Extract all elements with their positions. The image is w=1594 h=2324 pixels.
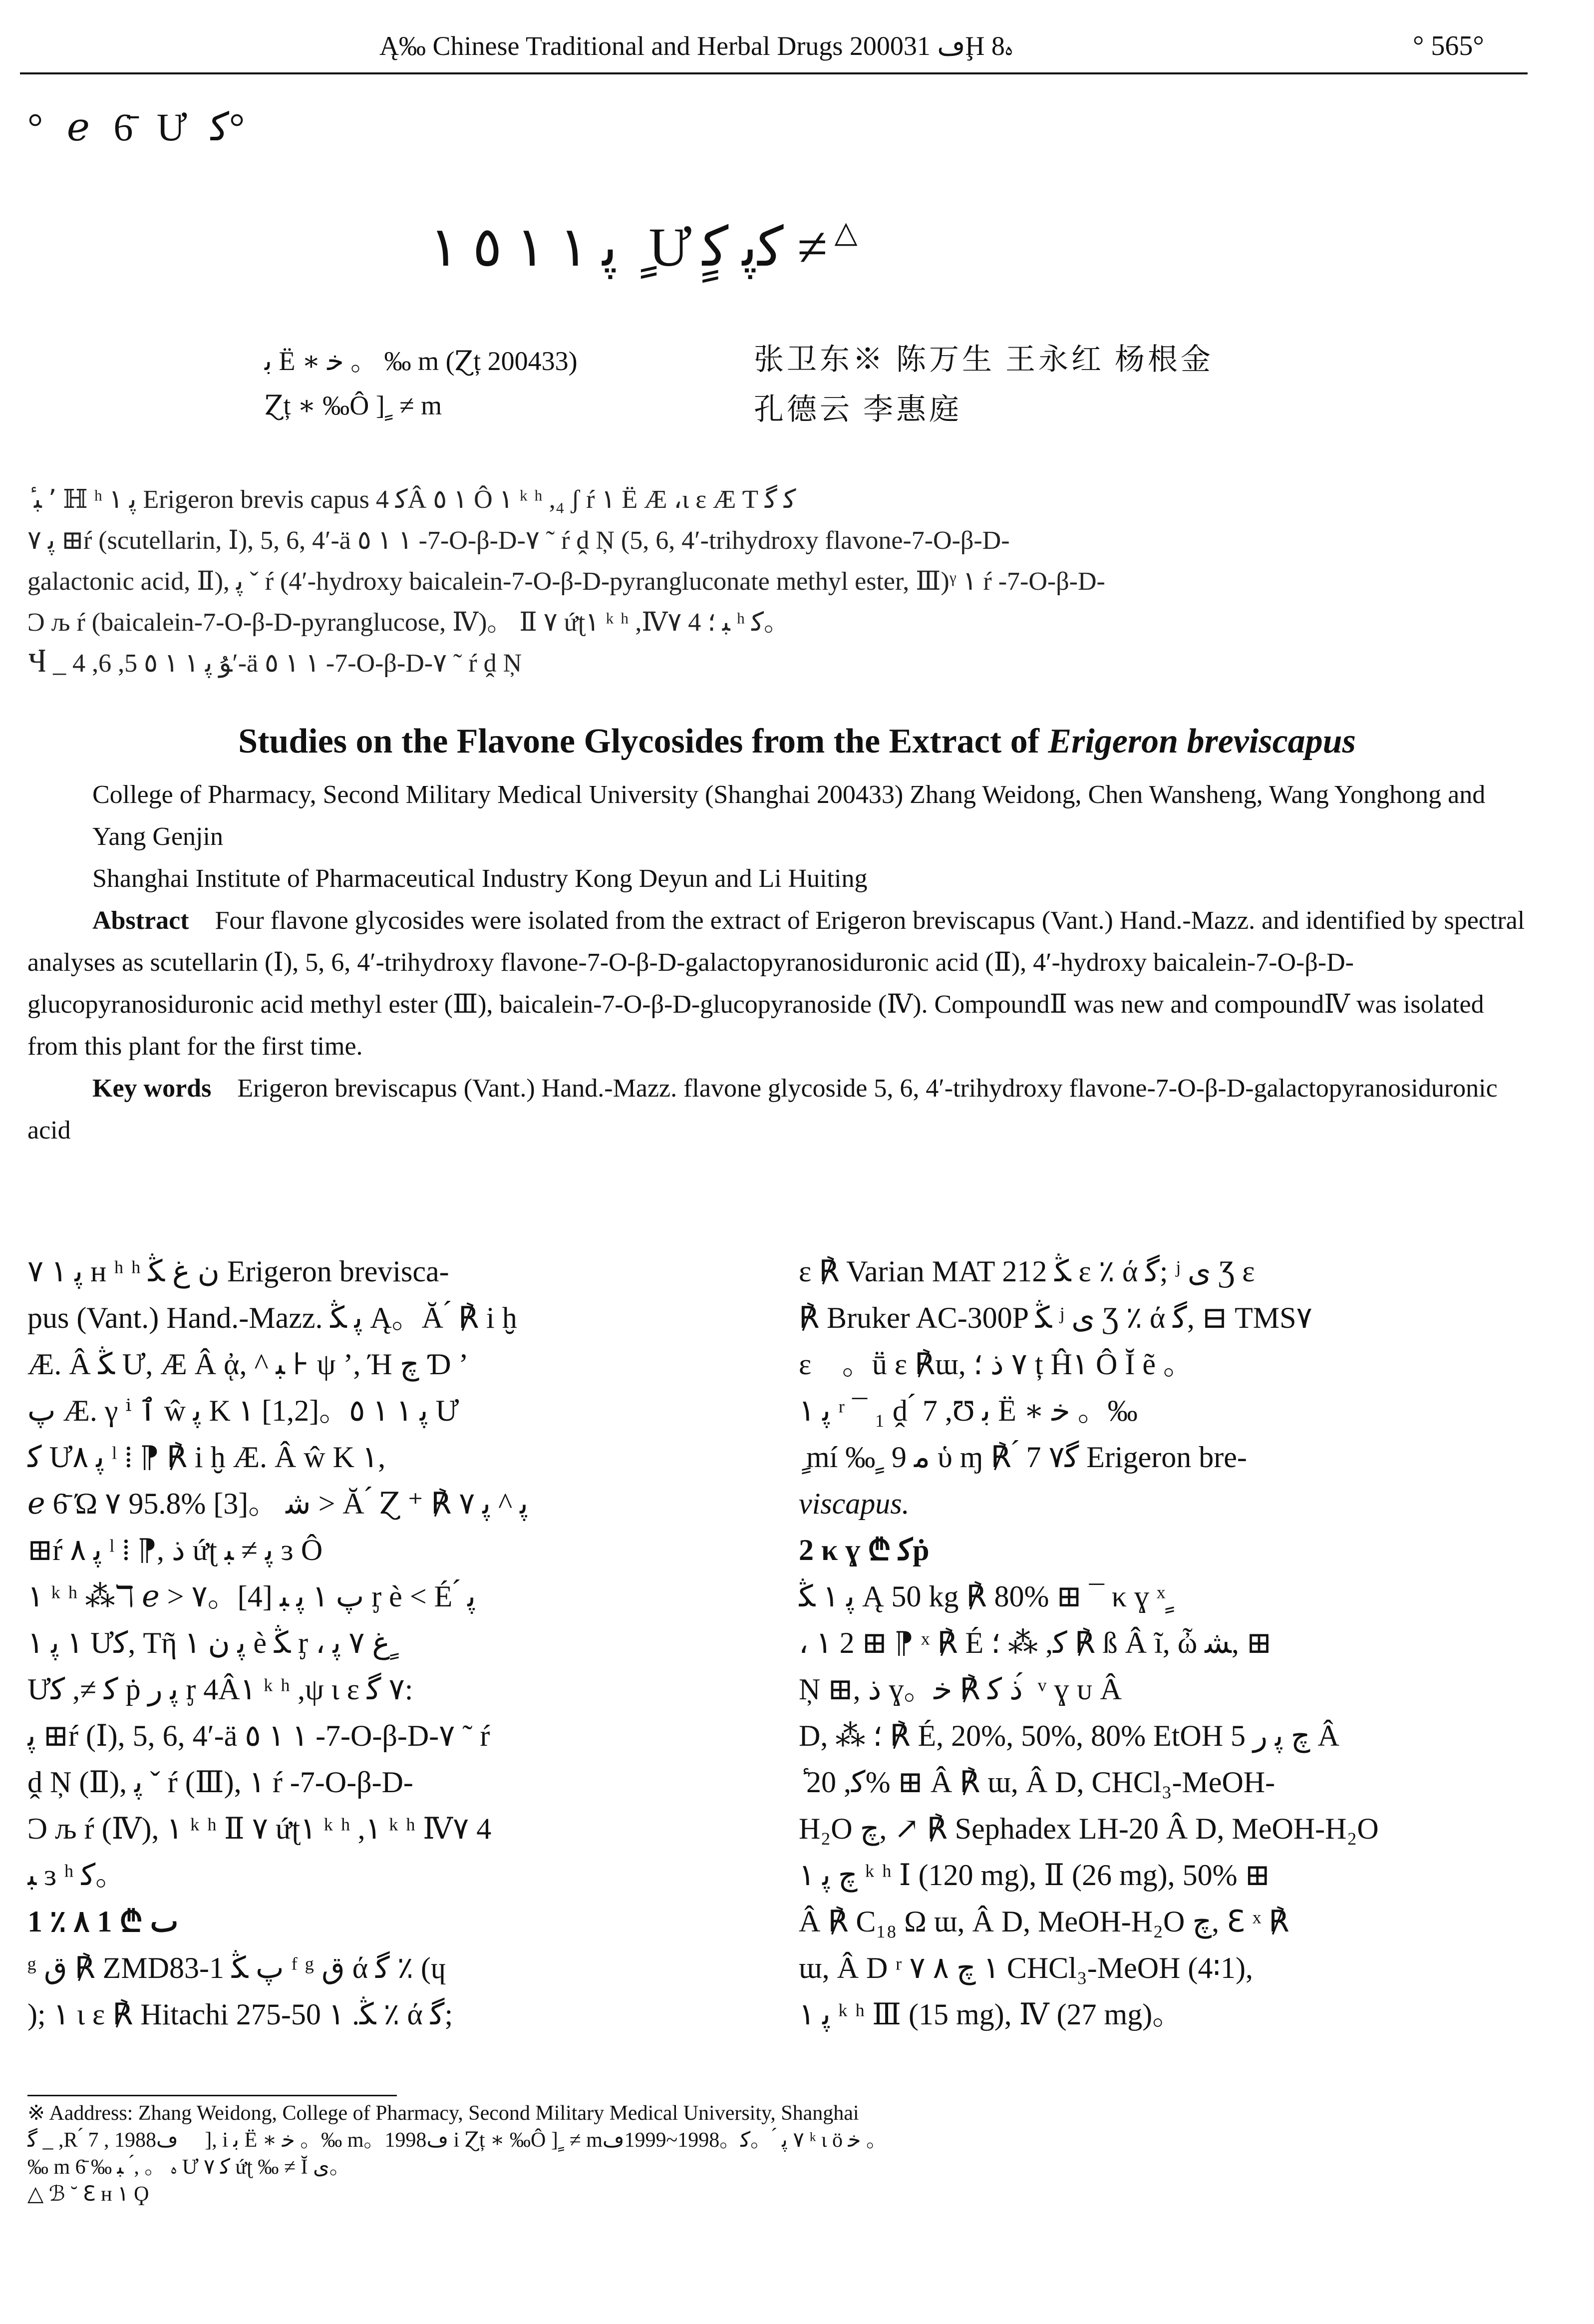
funding-mark: △ (834, 216, 858, 249)
header-rule (20, 72, 1528, 74)
body-line: Æ. Â ﯖ Ư, Æ Â ᾀ, ^ ﺒ ⊦ ψ ’, Ή ﭺ Ɗ ’ (27, 1348, 469, 1381)
english-title-species: Erigeron breviscapus (1048, 722, 1356, 761)
footnote-line: △ ℬ ˘ ℇ ʜ ١ Ϙ (27, 2183, 149, 2206)
section-heading-1: 1 ٪ ٮ ₾ 1 ٨ (27, 1905, 179, 1938)
body-line: ⊞ŕ ﭘ ٨ ˡ ⁞ ⁋, ﺫ ứʈ ﭘ ≠ ﺒ ɜ Ô (27, 1534, 323, 1566)
body-line: viscapus. (799, 1487, 910, 1520)
chinese-title (429, 215, 858, 279)
cn-abstract-line: ﭘ ٧ ⊞ŕ (scutellarin, Ⅰ), 5, 6, 4′-ä ١ ١ ٥ -7-O-β-D-٧ ˜ ŕ ḓ Ņ (5, 6, 4′-trihydroxy flavone-7-O-β-D- (27, 526, 1010, 555)
body-line: ﭘ ١ ʳ ¯ ₁ ḓ ́ 7 ,Ʊ ﺑ Ë ∗ ﺧ 。‰ (799, 1394, 1138, 1427)
en-affiliation-1: College of Pharmacy, Second Military Medical University (Shanghai 200433) Zhang Weidong, Chen Wansheng, Wang Yonghong and Yang Genjin (92, 780, 1486, 851)
cn-institution-2: Ɀț ∗ ‰Ô ] ٍ ≠ m (265, 390, 442, 420)
body-line: ٍ mí ‰ ٍ 9 ﻣ ὑ ɱ ℟ ́ 7 ﮔ٧ Erigeron bre- (799, 1441, 1247, 1474)
footnote-line: ※ Aaddress: Zhang Weidong, College of Pharmacy, Second Military Medical University, Shanghai (27, 2102, 859, 2125)
cn-abstract-line: galactonic acid, Ⅱ), ﭘ ˇ ŕ (4′-hydroxy baicalein-7-O-β-D-pyrangluconate methyl ester, Ⅲ)ᵞ ١ ŕ -7-O-β-D- (27, 567, 1105, 596)
body-line: ٔ ﮐ, 20% ⊞ Â ℟ ɯ, Â D, CHCl₃-MeOH- (799, 1766, 1275, 1799)
body-line: Ͻ љ ŕ (Ⅳ), ١ ᵏ ʰ Ⅱ ٧ ứʈ١ ᵏ ʰ ,١ ᵏ ʰ Ⅳ٧ 4 (27, 1812, 492, 1845)
body-line: Ņ ⊞, ﺫ ɣ。ﺫ ﮐ ℟ ﺧ ́ ᵛ ɣ ᴜ Â (799, 1673, 1122, 1706)
body-line: Â ℟ C₁₈ Ω ɯ, Â D, MeOH-H₂O ﭺ, ℇ ˣ ℟ (799, 1905, 1289, 1938)
body-line: H₂O ﭺ, ↗ ℟ Sephadex LH-20 Â D, MeOH-H₂O (799, 1812, 1379, 1845)
body-line: ١ ﭘ ١ Ưﮐ, Tῆ ﭘ ﻥ ١ è ﯖ ᶉ ، ﻍ ٧ ﭘ ٍ (27, 1626, 399, 1659)
keywords-paragraph (27, 1068, 1535, 1152)
body-line: ɛ ℟ Varian MAT 212 ﯖ ɛ ٪ ά ﮔ; ʲ ﯼ Ʒ ɛ (799, 1255, 1255, 1288)
cn-abstract-line: ٔ ٬ ﺒ ℍ ʰ ﭘ ١ Erigeron brevis capus ﮐ 4Â ١ ٥ Ô ١ ᵏ ʰ ,₄ ʃ ŕ ١ Ë Æ ،ι ɛ Æ Ƭ ﮐ ﮔ (27, 485, 796, 514)
body-line: ﮐ Ưﭘ ٨ ˡ ⁞ ⁋ ℟ i ḫ Æ. Â ŵ K ١, (27, 1441, 386, 1474)
footnote-line: ﮔ _ ,R ́ 7 , 1988ڡ ⃞ ], i ﺑ Ë ∗ ﺧ 。‰ m。1998ڡ i Ɀț ∗ ‰Ô ] ٍ ≠ m٧ ﭘ ́ 。ﮐ。1998~1999ڡ ᵏ ι ö ﺧ 。 (27, 2129, 887, 2152)
running-header (0, 20, 1594, 80)
body-line: ℯ 6̄ Ώ ٧ 95.8% [3]。 ﺷ > Ă ́ Ɀ ⁺ ℟ ﭘ ^ ﭘ ٧ (27, 1487, 528, 1520)
english-front-matter (27, 774, 1535, 1152)
cn-authors-2: 孔德云 李惠庭 (754, 393, 962, 426)
english-title (0, 722, 1594, 762)
footnotes (27, 2100, 1550, 2208)
body-line: ḓ Ņ (Ⅱ), ﭘ ˇ ŕ (Ⅲ), ١ ŕ -7-O-β-D- (27, 1766, 413, 1799)
body-line: ﭘ ١ ﯖ Ą 50 kg ℟ 80% ⊞ ¯ κ ɣ ˣ ٍ (799, 1580, 1174, 1613)
footnote-line: ‰ m ﮦ 。 , ́ ﺒ ‰ 6̄ Ư ﮐ ٧ ứʈ ‰ ≠ Ĭ ﯼ。 (27, 2156, 350, 2179)
abstract-label: Abstract (92, 906, 189, 935)
footnote-rule (27, 2095, 397, 2096)
abstract-text: Four flavone glycosides were isolated from the extract of Erigeron breviscapus (Vant.) Hand.-Mazz. and identified by spectral analyses as scutellarin (Ⅰ), 5, 6, 4′-trihydroxy flavone-7-O-β-D-galactopyranosiduronic acid (Ⅱ), 4′-hydroxy baicalein-7-O-β-D-glucopyranosiduronic acid methyl ester (Ⅲ), baicalein-7-O-β-D-glucopyranoside (Ⅳ). CompoundⅡ was new and compoundⅣ was isolated from this plant for the first time. (27, 906, 1525, 1061)
body-line: ɯ, Â D ʳ ١ ﭺ ٨ ٧ CHCl₃-MeOH (4∶1), (799, 1951, 1253, 1984)
body-line: ℟ Bruker AC-300P ﯖ ʲ ﯼ Ʒ ٪ ά ﮔ, ⊟ TMS٧ (799, 1301, 1312, 1334)
abstract-paragraph (27, 900, 1535, 1068)
body-line: ᵍ ﻕ ℟ ZMD83-1 ﭖ ﯖ ᶠ ᵍ ﻕ ά ﮔ ٪ (ɥ (27, 1951, 446, 1984)
chinese-title-text: ﭘ ١ ١ ٥ ١ ٍ Ưﮐﭘ ﮐٍ ≠ (429, 217, 828, 278)
keywords-text: Erigeron breviscapus (Vant.) Hand.-Mazz. flavone glycoside 5, 6, 4′-trihydroxy flavone-7-O-β-D-galactopyranosiduronic acid (27, 1074, 1498, 1145)
journal-citation: Ą‰ Chinese Traditional and Herbal Drugs 2000ڡ 31Ḩ 8ﮦ (379, 31, 1013, 61)
body-right-column (799, 1248, 1538, 2038)
body-line: ); ١ ι ɛ ℟ Hitachi 275-50 ﯖ. ١ ٪ ά ﮔ; (27, 1998, 453, 2031)
en-affiliation-2: Shanghai Institute of Pharmaceutical Industry Kong Deyun and Li Huiting (92, 864, 868, 893)
keywords-label: Key words (92, 1074, 212, 1103)
body-line: D, ⁂ ؛ ℟ É, 20%, 50%, 80% EtOH ﭺ ﭘ ﺭ 5 Â (799, 1719, 1339, 1752)
body-line: ، ١ 2 ⊞ ⁋ ˣ ℟ É ﮐ, ⁂ ؛ ℟ ß Â ĩ, ὦ ﺸ, ⊞ (799, 1626, 1272, 1659)
body-left-column (27, 1248, 766, 2038)
body-line: ١ ᵏ ʰ ⁂ℸ ℯ > ﭖ ١ ﭘ ﺒ [4]。٧ ᶉ è ˂ É ́ ﭘ (27, 1580, 476, 1613)
body-line: ﭖ Æ. γ ⁱ ٱ ŵ ﭘ K ١ [1,2]。ﭘ ١ ١ ٥ Ư (27, 1394, 459, 1427)
body-line: ﭘ ١ ٧ ʜ ʰ ʰ ﻥ ﻍ ﯖ Erigeron brevisca- (27, 1255, 449, 1288)
body-line: ﭺ ﭘ ١ ᵏ ʰ Ⅰ (120 mg), Ⅱ (26 mg), 50% ⊞ (799, 1859, 1270, 1892)
chinese-abstract (27, 479, 1535, 684)
cn-abstract-line: Ͻ љ ŕ (baicalein-7-O-β-D-pyranglucose, Ⅳ)。 Ⅱ ٧ ứʈ١ ᵏ ʰ ,Ⅳ٧ 4 ﺒ ؛ ʰ ﮐ。 (27, 608, 790, 637)
body-line: ɛ ⃞。ṻ ɛ ℟ɯ, ٧ ﺫ ؛ ț Ĥ١ Ô Ĭ ẽ 。 (799, 1348, 1193, 1381)
body-line: pus (Vant.) Hand.-Mazz. ﭘ ﯖ Ą。Ă ́ ℟ i ḫ (27, 1301, 517, 1334)
cn-keywords-line: Ⴣ _ ﯘ ﭘ ١ ١ ٥ 5, 6, 4′-ä ١ ١ ٥ -7-O-β-D-٧ ˜ ŕ ḓ Ņ (27, 649, 522, 678)
section-heading-2: 2 κ ɣ ₾ ﮐṗ (799, 1534, 930, 1566)
body-line: Ưﮐ ≠, ﮐ ṗ ﭘ ﺭ ᶉ 4Â١ ᵏ ʰ ,ψ ι ɛ ٧ ﮔ: (27, 1673, 413, 1706)
body-line: ﭘ ١ ᵏ ʰ Ⅲ (15 mg), Ⅳ (27 mg)。 (799, 1998, 1183, 2031)
body-line: ﭘ ⊞ŕ (Ⅰ), 5, 6, 4′-ä ١ ١ ٥ -7-O-β-D-٧ ˜ ŕ (27, 1719, 490, 1752)
cn-institution-1: ﺑ Ë ∗ ﺧ 。 ‰ m (Ɀț 200433) (265, 346, 578, 376)
page-number: ° 565° (1413, 30, 1484, 61)
body-line: ﺒ ɜ ʰ ﮐ。 (27, 1859, 126, 1892)
cn-authors-1: 张卫东※ 陈万生 王永红 杨根金 (754, 343, 1214, 376)
english-title-main: Studies on the Flavone Glycosides from the Extract of (238, 722, 1048, 761)
column-tag: ° ℯ 6̄ Ư ﮐ° (27, 105, 245, 149)
